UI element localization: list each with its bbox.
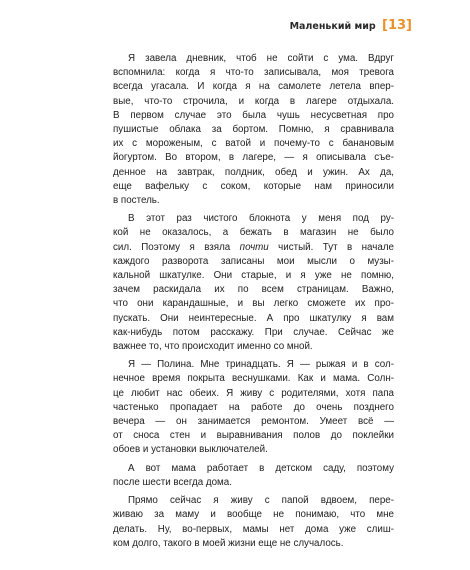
text-line: каждого разворота записаны мои мысли о музы-: [113, 255, 394, 267]
text-line: частенько пропадает на работе до очень позднего: [113, 401, 394, 413]
text-line: йогуртом. Во втором, в лагере, — я описывала съе-: [113, 152, 394, 164]
text-line: В первом случае это была чушь несусветная про: [113, 109, 394, 121]
text-line: делать. Ну, во-первых, мамы нет дома уже слиш-: [113, 523, 394, 535]
text-line: после шести всегда дома.: [113, 476, 232, 488]
text-line: це любит нас обеих. Я живу с родителями, хотя папа: [113, 387, 394, 399]
text-line: В этот раз чистого блокнота у меня под ру-: [128, 213, 394, 225]
page-number: [13]: [382, 18, 412, 33]
text-line: живаю за маму и вообще не понимаю, что мне: [113, 509, 394, 521]
text-line: Я — Полина. Мне тринадцать. Я — рыжая и в сол-: [128, 359, 394, 371]
text-line: вспомнила: когда я что-то записывала, моя тревога: [113, 67, 394, 79]
text-line: еще вафельку с соком, которые нам приносили: [113, 180, 394, 192]
text-line: кой не оказалось, а бежать в магазин не было: [113, 227, 394, 239]
text-line: кальной шкатулке. Они старые, и я уже не помню,: [113, 270, 394, 282]
running-head: [262, 18, 412, 33]
text-segment: чистый. Тут в начале: [268, 241, 394, 253]
page-body: [98, 52, 394, 555]
text-line: пушистые облака за бортом. Помню, я сравнивала: [113, 124, 394, 136]
paragraph: [98, 52, 394, 208]
text-line: Я завела дневник, чтоб не сойти с ума. Вдруг: [128, 53, 394, 64]
text-line: как-нибудь потом расскажу. При случае. Сейчас же: [113, 326, 394, 338]
text-line: в постель.: [113, 195, 160, 207]
text-line: вечера — он занимается ремонтом. Умеет всё —: [113, 416, 394, 428]
text-line: всегда угасала. И когда я на самолете летела впер-: [113, 81, 394, 93]
paragraph: [98, 212, 394, 354]
text-line: их с мороженым, с ватой и почему-то с банановым: [113, 138, 394, 150]
text-line: что они карандашные, и вы легко сможете их про-: [113, 298, 394, 310]
paragraph: [98, 494, 394, 551]
text-segment: сил. Поэтому я взяла: [113, 241, 240, 253]
text-line: зачем раскидала их по всем страницам. Важно,: [113, 284, 394, 296]
text-line: обоев и установки выключателей.: [113, 444, 268, 456]
text-line: нечное время покрыта веснушками. Как и мама. Солн-: [113, 373, 394, 385]
text-line: важнее то, что происходит именно со мной.: [113, 341, 313, 353]
text-line: вые, что-то строчила, и когда в лагере отдыхала.: [113, 95, 394, 107]
paragraph: [98, 358, 394, 457]
text-line: Прямо сейчас я живу с папой вдвоем, пере-: [128, 495, 394, 507]
text-line: А вот мама работает в детском саду, поэтому: [128, 462, 394, 474]
text-line: от сноса стен и выравнивания полов до поклейки: [113, 430, 394, 442]
text-line: [98, 241, 394, 255]
emphasis-text: почти: [239, 241, 269, 253]
book-title: Маленький мир: [289, 21, 376, 32]
paragraph: [98, 462, 394, 490]
text-line: пускать. Они неинтересные. А про шкатулку я вам: [113, 312, 394, 324]
text-line: ком долго, такого в моей жизни еще не случалось.: [113, 537, 344, 549]
text-line: денное на завтрак, полдник, обед и ужин. Ах да,: [113, 166, 394, 178]
